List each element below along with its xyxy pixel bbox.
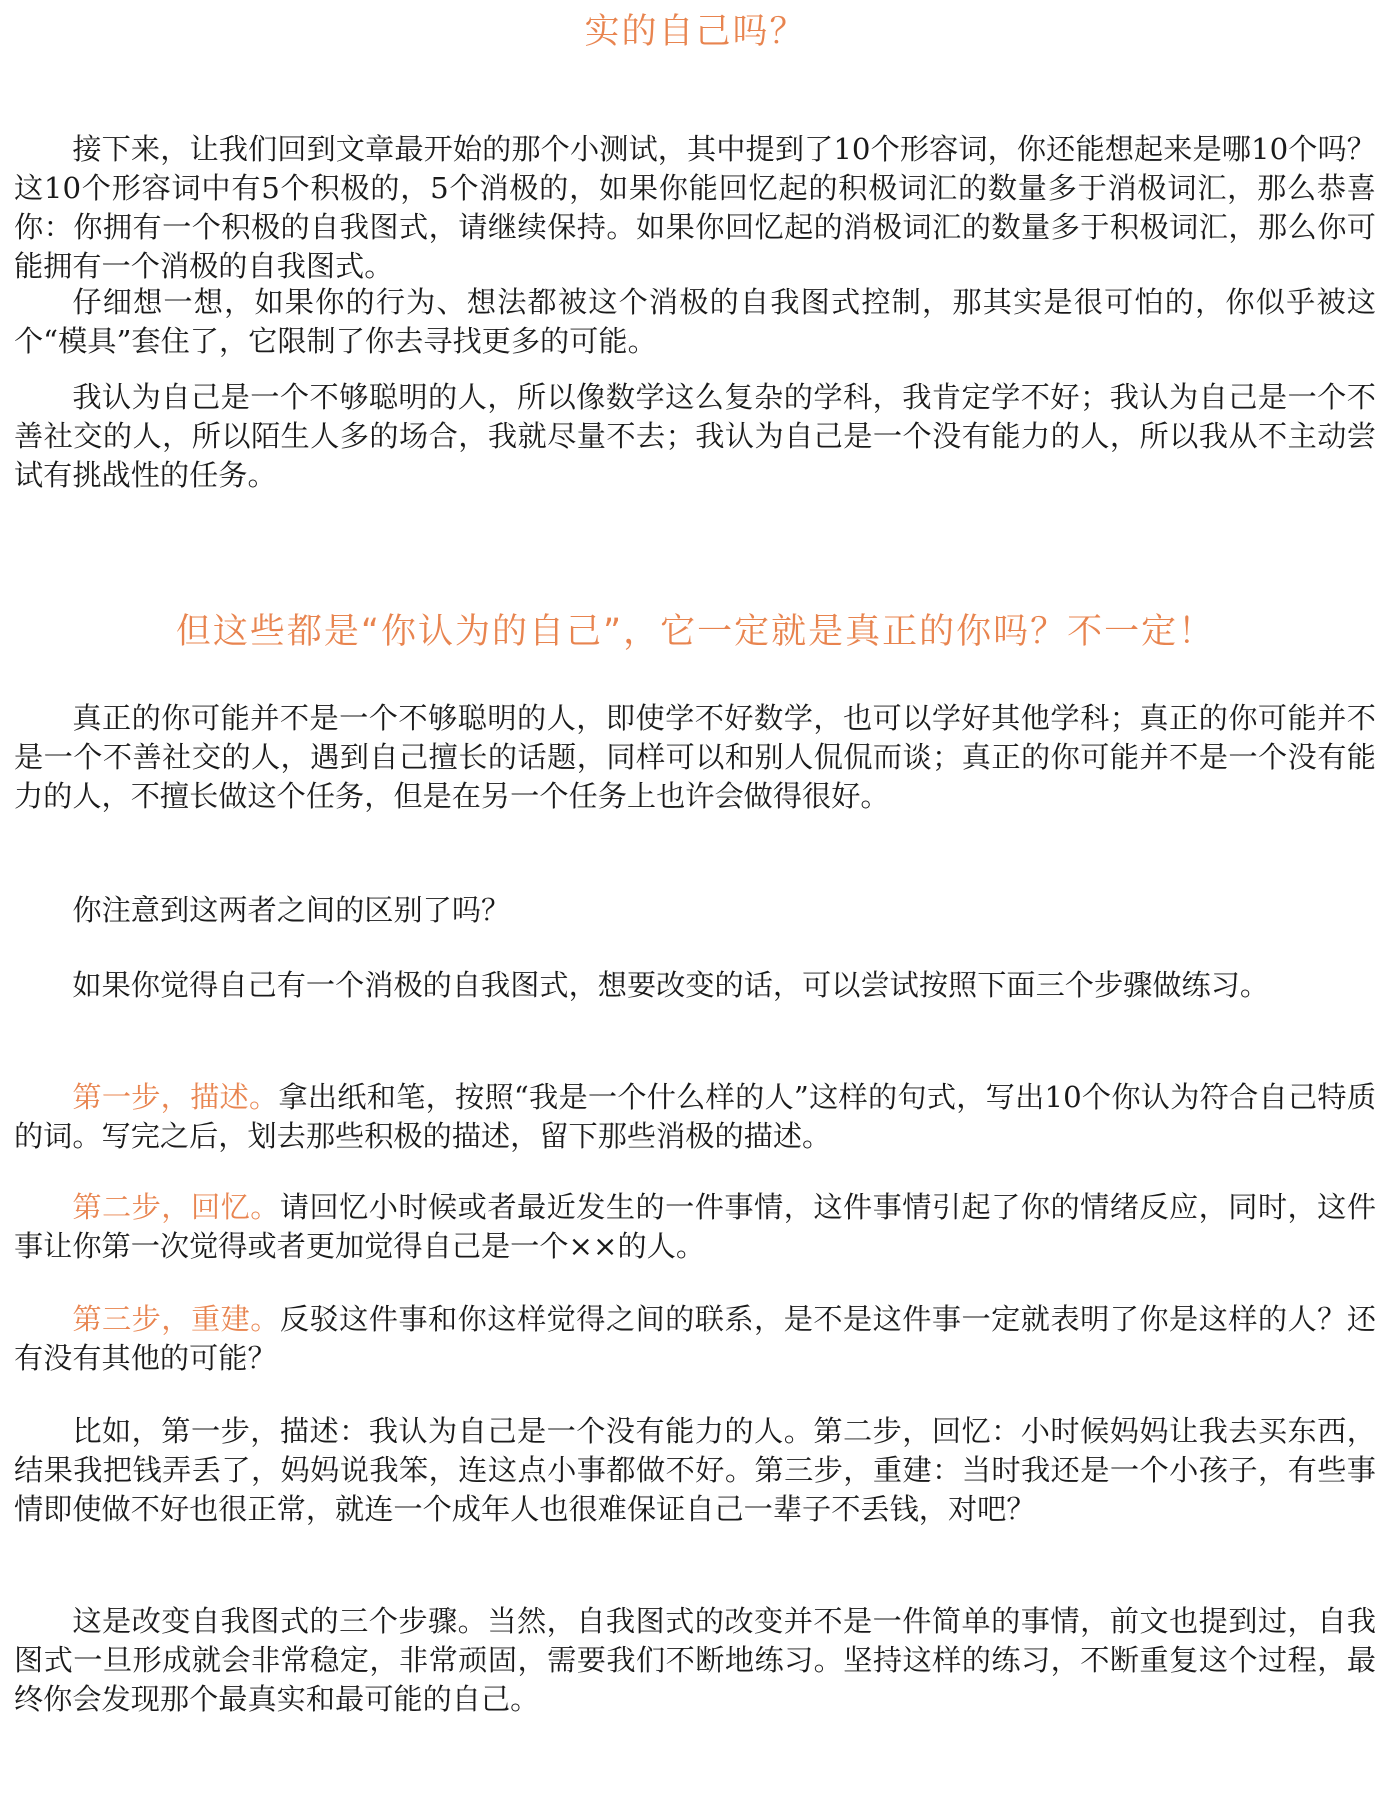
paragraph-self-beliefs: 我认为自己是一个不够聪明的人，所以像数学这么复杂的学科，我肯定学不好；我认为自己是一个不善社交的人，所以陌生人多的场合，我就尽量不去；我认为自己是一个没有能力的人，所以我从不主动尝试有挑战性的任务。 bbox=[14, 380, 1376, 492]
paragraph-step-three bbox=[14, 1300, 1376, 1378]
paragraph-conclusion: 这是改变自我图式的三个步骤。当然，自我图式的改变并不是一件简单的事情，前文也提到过，自我图式一旦形成就会非常稳定，非常顽固，需要我们不断地练习。坚持这样的练习，不断重复这个过程，最终你会发现那个最真实和最可能的自己。 bbox=[14, 1604, 1376, 1716]
step-two-label: 第二步，回忆。 bbox=[72, 1190, 280, 1224]
paragraph-difference-question: 你注意到这两者之间的区别了吗？ bbox=[72, 893, 511, 927]
section-heading-top: 实的自己吗？ bbox=[584, 12, 807, 52]
step-one-text: 拿出纸和笔，按照“我是一个什么样的人”这样的句式，写出10个你认为符合自己特质的词。写完之后，划去那些积极的描述，留下那些消极的描述。 bbox=[14, 1080, 1377, 1153]
paragraph-example: 比如，第一步，描述：我认为自己是一个没有能力的人。第二步，回忆：小时候妈妈让我去买东西，结果我把钱弄丢了，妈妈说我笨，连这点小事都做不好。第三步，重建：当时我还是一个小孩子，有些事情即使做不好也很正常，就连一个成年人也很难保证自己一辈子不丢钱，对吧？ bbox=[14, 1414, 1376, 1526]
paragraph-step-two bbox=[14, 1188, 1376, 1266]
paragraph-three-steps-intro: 如果你觉得自己有一个消极的自我图式，想要改变的话，可以尝试按照下面三个步骤做练习。 bbox=[72, 968, 1270, 1002]
paragraph-negative-schema: 仔细想一想，如果你的行为、想法都被这个消极的自我图式控制，那其实是很可怕的，你似乎被这个“模具”套住了，它限制了你去寻找更多的可能。 bbox=[14, 285, 1376, 358]
step-one-label: 第一步，描述。 bbox=[72, 1080, 279, 1114]
paragraph-true-self: 真正的你可能并不是一个不够聪明的人，即使学不好数学，也可以学好其他学科；真正的你可能并不是一个不善社交的人，遇到自己擅长的话题，同样可以和别人侃侃而谈；真正的你可能并不是一个没有能力的人，不擅长做这个任务，但是在另一个任务上也许会做得很好。 bbox=[14, 701, 1376, 813]
paragraph-recall-test: 接下来，让我们回到文章最开始的那个小测试，其中提到了10个形容词，你还能想起来是哪10个吗？这10个形容词中有5个积极的，5个消极的，如果你能回忆起的积极词汇的数量多于消极词汇，那么恭喜你：你拥有一个积极的自我图式，请继续保持。如果你回忆起的消极词汇的数量多于积极词汇，那么你可能拥有一个消极的自我图式。 bbox=[14, 132, 1376, 283]
step-two-text: 请回忆小时候或者最近发生的一件事情，这件事情引起了你的情绪反应，同时，这件事让你第一次觉得或者更加觉得自己是一个××的人。 bbox=[14, 1190, 1377, 1263]
paragraph-step-one bbox=[14, 1078, 1376, 1156]
step-three-label: 第三步，重建。 bbox=[72, 1302, 280, 1336]
section-heading-middle: 但这些都是“你认为的自己”，它一定就是真正的你吗？不一定！ bbox=[175, 612, 1216, 652]
step-three-text: 反驳这件事和你这样觉得之间的联系，是不是这件事一定就表明了你是这样的人？还有没有其他的可能？ bbox=[14, 1302, 1377, 1375]
